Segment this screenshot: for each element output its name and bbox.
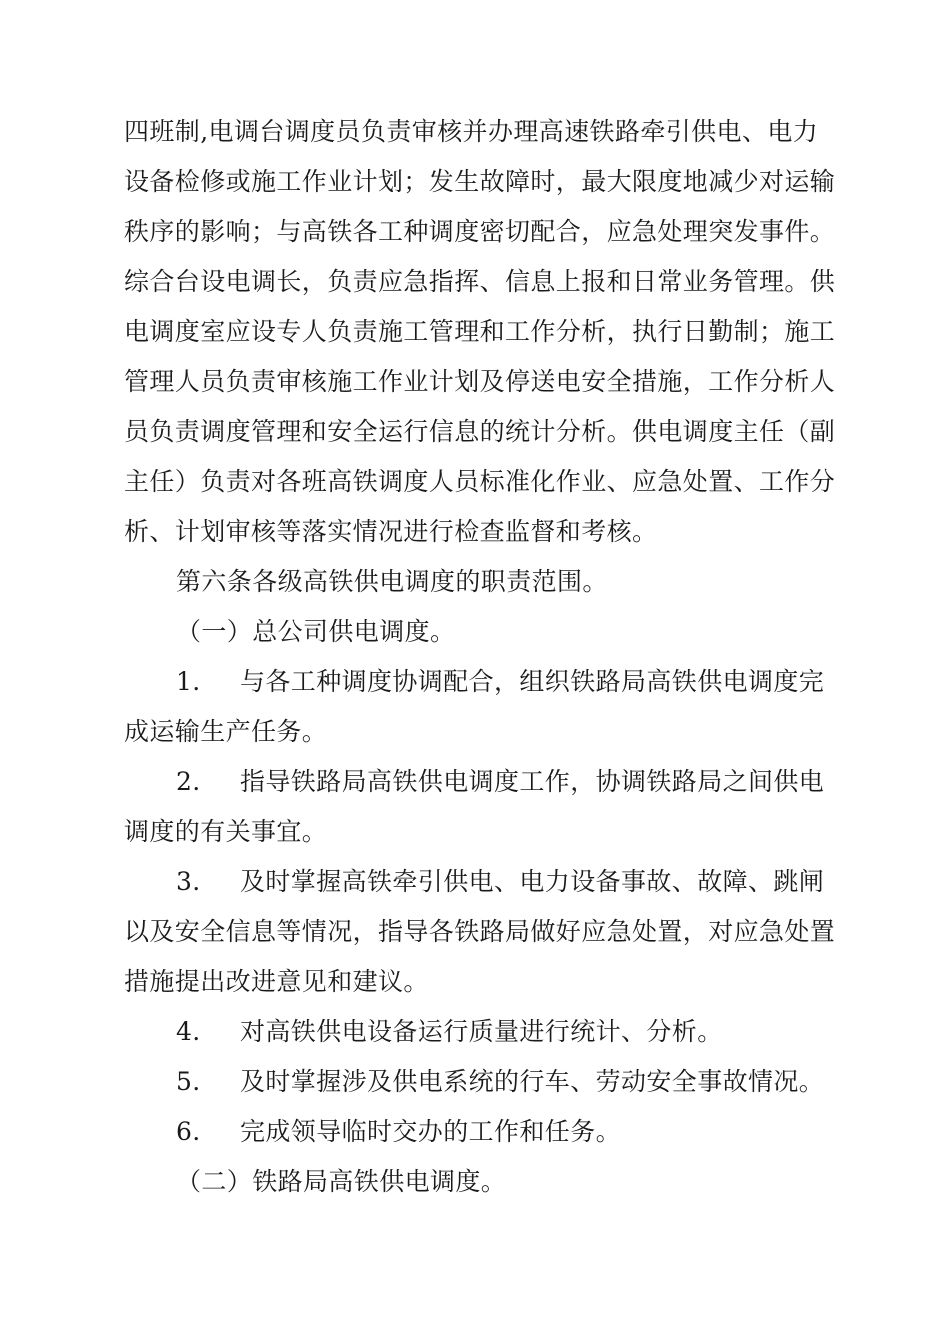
text-line: 以及安全信息等情况，指导各铁路局做好应急处置，对应急处置 [124,917,836,946]
list-item-first-line [176,767,950,797]
section-title: （一）总公司供电调度。 [176,617,456,646]
text-line: 电调度室应设专人负责施工管理和工作分析，执行日勤制；施工 [124,317,836,346]
text-line: 析、计划审核等落实情况进行检查监督和考核。 [124,517,658,546]
text-line: 设备检修或施工作业计划；发生故障时，最大限度地减少对运输 [124,167,836,196]
list-item-first-line [176,867,950,897]
list-item-text: 及时掌握涉及供电系统的行车、劳动安全事故情况。 [240,1067,825,1096]
list-item-number: 2. [176,767,201,796]
text-line: 措施提出改进意见和建议。 [124,967,429,996]
text-line: 主任）负责对各班高铁调度人员标准化作业、应急处置、工作分 [124,467,836,496]
text-line: 四班制,电调台调度员负责审核并办理高速铁路牵引供电、电力 [124,117,819,146]
list-item-first-line [176,1117,950,1147]
list-item-text: 对高铁供电设备运行质量进行统计、分析。 [240,1017,723,1046]
section-title: （二）铁路局高铁供电调度。 [176,1167,507,1196]
list-item-text: 与各工种调度协调配合，组织铁路局高铁供电调度完 [240,667,825,696]
text-line: 调度的有关事宜。 [124,817,328,846]
list-item-first-line [176,1017,950,1047]
list-item-text: 及时掌握高铁牵引供电、电力设备事故、故障、跳闸 [240,867,825,896]
text-line: 成运输生产任务。 [124,717,328,746]
text-line: 综合台设电调长，负责应急指挥、信息上报和日常业务管理。供 [124,267,836,296]
list-item-number: 3. [176,867,201,896]
article-heading: 第六条各级高铁供电调度的职责范围。 [176,567,608,596]
list-item-text: 完成领导临时交办的工作和任务。 [240,1117,622,1146]
list-item-first-line [176,1067,950,1097]
text-line: 员负责调度管理和安全运行信息的统计分析。供电调度主任（副 [124,417,836,446]
list-item-number: 1. [176,667,201,696]
text-line: 秩序的影响；与高铁各工种调度密切配合，应急处理突发事件。 [124,217,836,246]
list-item-number: 6. [176,1117,201,1146]
list-item-number: 5. [176,1067,201,1096]
text-line: 管理人员负责审核施工作业计划及停送电安全措施，工作分析人 [124,367,836,396]
list-item-first-line [176,667,950,697]
list-item-number: 4. [176,1017,201,1046]
list-item-text: 指导铁路局高铁供电调度工作，协调铁路局之间供电 [240,767,825,796]
